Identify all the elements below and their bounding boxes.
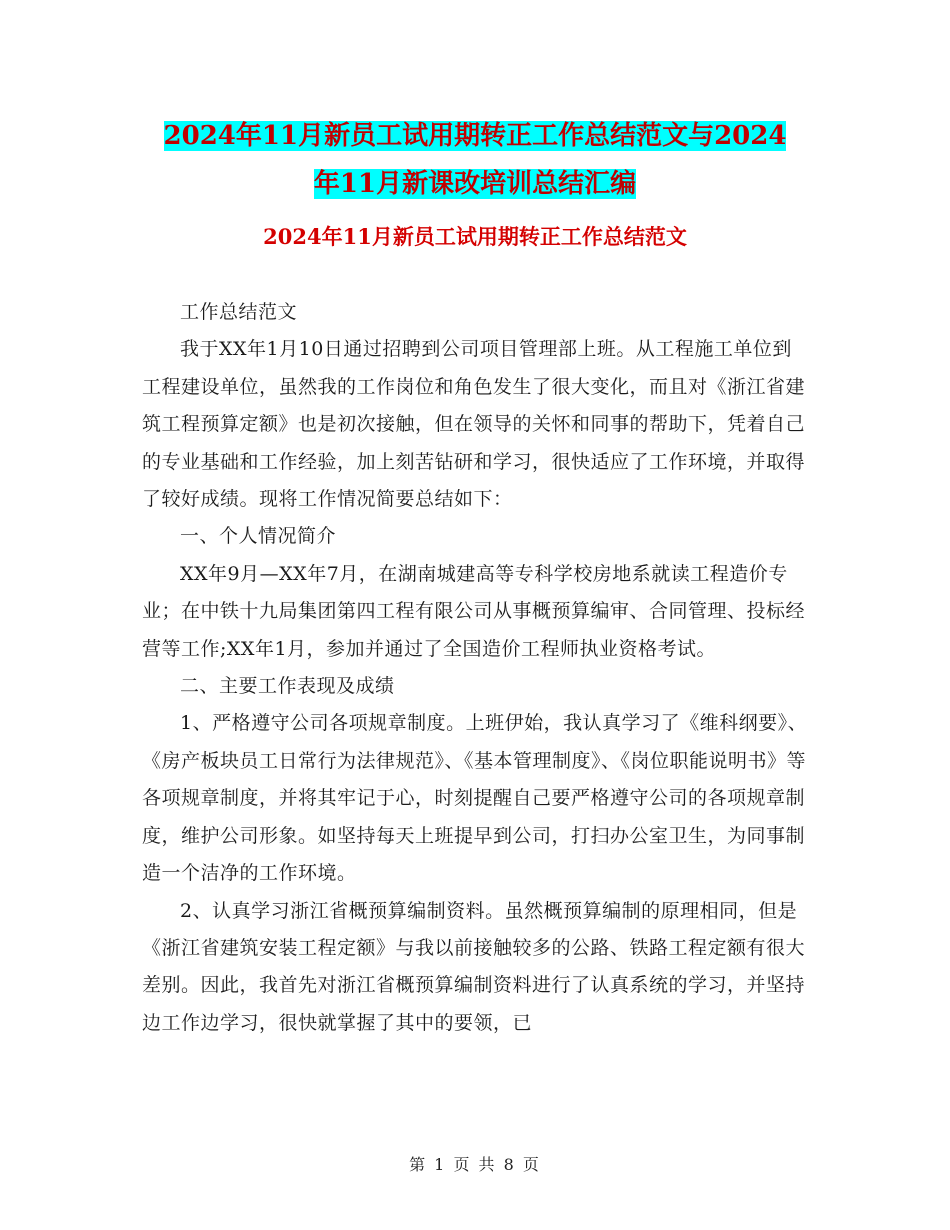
page-number-footer: 第 1 页 共 8 页 xyxy=(409,1155,541,1174)
document-title xyxy=(140,112,810,208)
section-heading: 2024年11月新员工试用期转正工作总结范文 xyxy=(263,224,687,249)
paragraph-3: 一、个人情况简介 xyxy=(180,525,337,548)
paragraph-1: 工作总结范文 xyxy=(180,301,298,323)
document-title-line-1: 2024年11月新员工试用期转正工作总结范文与2024 xyxy=(163,121,787,151)
document-title-line-2: 年11月新课改培训总结汇编 xyxy=(313,169,637,199)
paragraph-4: XX年9月—XX年7月，在湖南城建高等专科学校房地系就读工程造价专业；在中铁十九局集团第四工程有限公司从事概预算编审、合同管理、投标经营等工作;XX年1月，参加并通过了全国造价工程师执业资格考试。 xyxy=(142,562,806,660)
paragraph-6: 1、严格遵守公司各项规章制度。上班伊始，我认真学习了《维科纲要》、《房产板块员工日常行为法律规范》、《基本管理制度》、《岗位职能说明书》等各项规章制度，并将其牢记于心，时刻提醒自己要严格遵守公司的各项规章制度，维护公司形象。如坚持每天上班提早到公司，打扫办公室卫生，为同事制造一个洁净的工作环境。 xyxy=(142,712,808,885)
document-body xyxy=(142,294,810,1042)
paragraph-2: 我于XX年1月10日通过招聘到公司项目管理部上班。从工程施工单位到工程建设单位，虽然我的工作岗位和角色发生了很大变化，而且对《浙江省建筑工程预算定额》也是初次接触，但在领导的关怀和同事的帮助下，凭着自己的专业基础和工作经验，加上刻苦钻研和学习，很快适应了工作环境，并取得了较好成绩。现将工作情况简要总结如下： xyxy=(142,338,806,511)
paragraph-7: 2、认真学习浙江省概预算编制资料。虽然概预算编制的原理相同，但是《浙江省建筑安装工程定额》与我以前接触较多的公路、铁路工程定额有很大差别。因此，我首先对浙江省概预算编制资料进行了认真系统的学习，并坚持边工作边学习，很快就掌握了其中的要领，已 xyxy=(142,899,806,1034)
paragraph-5: 二、主要工作表现及成绩 xyxy=(180,675,395,698)
